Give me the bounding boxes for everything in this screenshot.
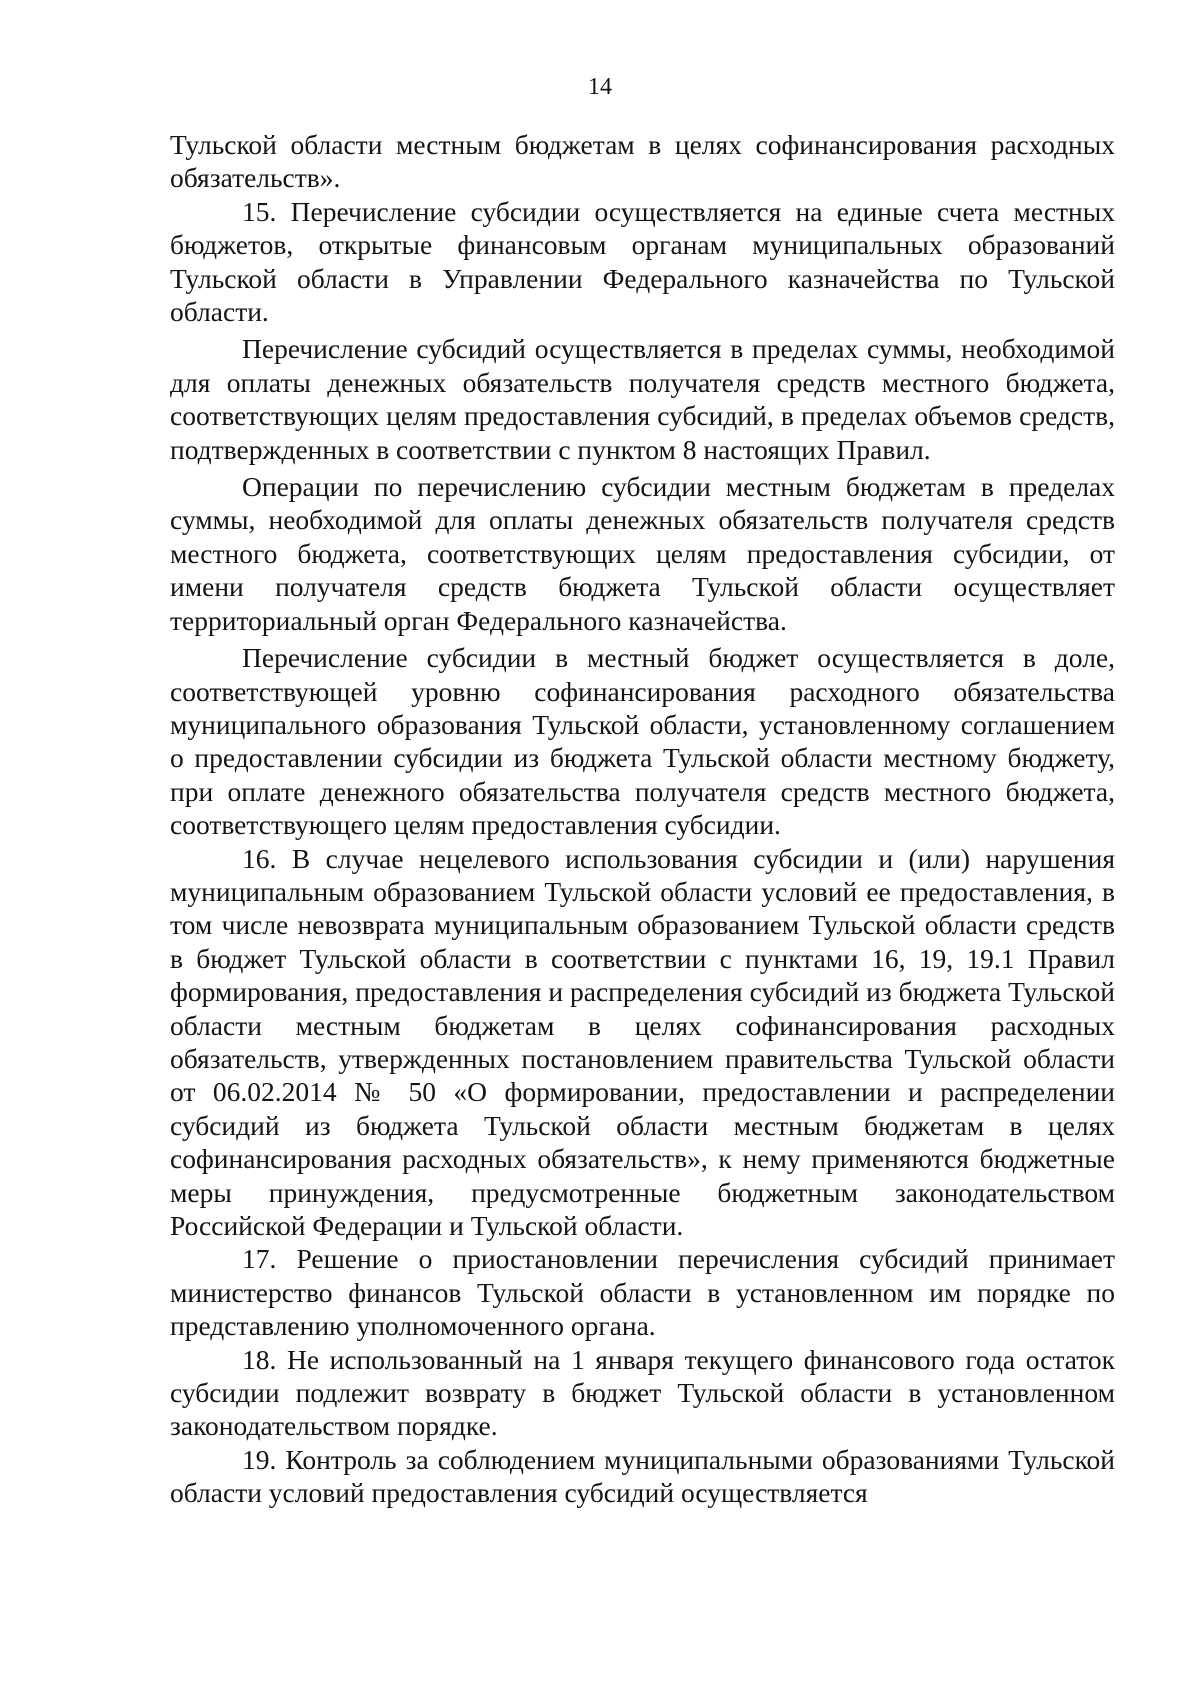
paragraph-item-19: 19. Контроль за соблюдением муниципальными образованиями Тульской области условий предоставления субсидий осуществляется [170, 1443, 1115, 1509]
paragraph-item-16: 16. В случае нецелевого использования субсидии и (или) нарушения муниципальным образованием Тульской области условий ее предоставления, в том числе невозврата муниципальным образованием Тульской области средств в бюджет Тульской области в соответствии с пунктами 16, 19, 19.1 Правил формирования, предоставления и распределения субсидий из бюджета Тульской области местным бюджетам в целях софинансирования расходных обязательств, утвержденных постановлением правительства Тульской области от 06.02.2014 № 50 «О формировании, предоставлении и распределении субсидий из бюджета Тульской области местным бюджетам в целях софинансирования расходных обязательств», к нему применяются бюджетные меры принуждения, предусмотренные бюджетным законодательством Российской Федерации и Тульской области. [170, 842, 1115, 1241]
paragraph-cofinancing-share: Перечисление субсидии в местный бюджет осуществляется в доле, соответствующей уровню софинансирования расходного обязательства муниципального образования Тульской области, установленному соглашением о предоставлении субсидии из бюджета Тульской области местному бюджету, при оплате денежного обязательства получателя средств местного бюджета, соответствующего целям предоставления субсидии. [170, 642, 1115, 841]
paragraph-transfer-operations: Операции по перечислению субсидии местным бюджетам в пределах суммы, необходимой для оплаты денежных обязательств получателя средств местного бюджета, соответствующих целям предоставления субсидии, от имени получателя средств бюджета Тульской области осуществляет территориальный орган Федерального казначейства. [170, 471, 1115, 636]
paragraph-continuation: Тульской области местным бюджетам в целях софинансирования расходных обязательств». [170, 129, 1115, 194]
paragraph-transfer-limits: Перечисление субсидий осуществляется в пределах суммы, необходимой для оплаты денежных обязательств получателя средств местного бюджета, соответствующих целям предоставления субсидий, в пределах объемов средств, подтвержденных в соответствии с пунктом 8 настоящих Правил. [170, 333, 1115, 465]
paragraph-item-18: 18. Не использованный на 1 января текущего финансового года остаток субсидии подлежит возврату в бюджет Тульской области в установленном законодательством порядке. [170, 1343, 1115, 1442]
document-body [170, 128, 1115, 1510]
paragraph-item-17: 17. Решение о приостановлении перечисления субсидий принимает министерство финансов Тульской области в установленном им порядке по представлению уполномоченного органа. [170, 1243, 1115, 1342]
page-number: 14 [588, 74, 612, 100]
paragraph-item-15: 15. Перечисление субсидии осуществляется на единые счета местных бюджетов, открытые финансовым органам муниципальных образований Тульской области в Управлении Федерального казначейства по Тульской области. [170, 195, 1115, 328]
